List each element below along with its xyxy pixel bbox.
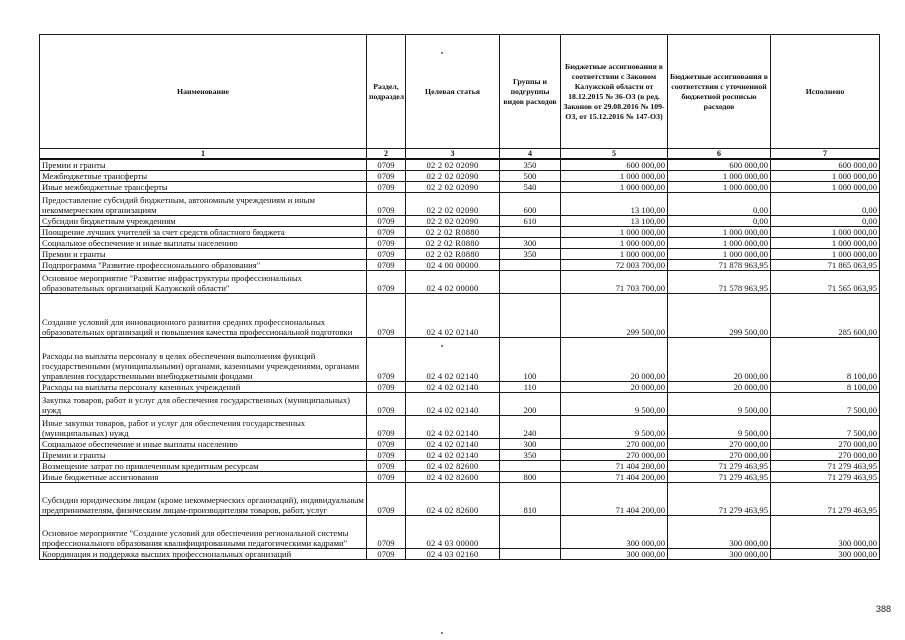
row-section: 0709 xyxy=(367,249,406,260)
budget-table-sheet xyxy=(39,34,879,560)
table-row xyxy=(40,182,880,193)
row-law-amount: 300 000,00 xyxy=(561,516,668,549)
row-refined-amount: 71 279 463,95 xyxy=(668,483,771,516)
row-name: Иные межбюджетные трансферты xyxy=(40,182,367,193)
header-executed: Исполнено xyxy=(771,35,880,149)
row-expense-group xyxy=(500,549,561,560)
row-refined-amount: 300 000,00 xyxy=(668,549,771,560)
row-name: Социальное обеспечение и иные выплаты населению xyxy=(40,238,367,249)
row-name: Возмещение затрат по привлеченным кредитным ресурсам xyxy=(40,461,367,472)
row-target-code: 02 2 02 02090 xyxy=(406,182,500,193)
row-target-code: 02 2 02 02090 xyxy=(406,216,500,227)
row-law-amount: 71 703 700,00 xyxy=(561,271,668,294)
row-name: Расходы на выплаты персоналу в целях обеспечения выполнения функций государственными (муниципальными) органами, казенными учреждениями, органами управления государственными внебюджетными фондами xyxy=(40,338,367,382)
row-law-amount: 300 000,00 xyxy=(561,549,668,560)
row-section: 0709 xyxy=(367,393,406,416)
row-refined-amount: 270 000,00 xyxy=(668,439,771,450)
table-row xyxy=(40,439,880,450)
row-refined-amount: 71 279 463,95 xyxy=(668,461,771,472)
column-number: 4 xyxy=(500,149,561,160)
row-refined-amount: 1 000 000,00 xyxy=(668,171,771,182)
row-executed-amount: 1 000 000,00 xyxy=(771,171,880,182)
row-refined-amount: 300 000,00 xyxy=(668,516,771,549)
row-law-amount: 9 500,00 xyxy=(561,416,668,439)
row-target-code: 02 4 00 00000 xyxy=(406,260,500,271)
row-law-amount: 13 100,00 xyxy=(561,216,668,227)
header-target-article: Целевая статья xyxy=(406,35,500,149)
row-refined-amount: 1 000 000,00 xyxy=(668,182,771,193)
table-row xyxy=(40,516,880,549)
row-target-code: 02 4 02 02140 xyxy=(406,338,500,382)
row-section: 0709 xyxy=(367,227,406,238)
page-number: 388 xyxy=(875,604,891,614)
row-refined-amount: 20 000,00 xyxy=(668,338,771,382)
table-row xyxy=(40,450,880,461)
row-target-code: 02 4 03 00000 xyxy=(406,516,500,549)
table-row xyxy=(40,271,880,294)
table-body xyxy=(40,159,880,560)
row-executed-amount: 71 279 463,95 xyxy=(771,483,880,516)
row-law-amount: 270 000,00 xyxy=(561,439,668,450)
row-target-code: 02 4 02 82600 xyxy=(406,483,500,516)
row-executed-amount: 8 100,00 xyxy=(771,338,880,382)
row-section: 0709 xyxy=(367,382,406,393)
row-executed-amount: 1 000 000,00 xyxy=(771,238,880,249)
row-expense-group: 240 xyxy=(500,416,561,439)
row-section: 0709 xyxy=(367,238,406,249)
row-refined-amount: 71 878 963,95 xyxy=(668,260,771,271)
row-name: Предоставление субсидий бюджетным, автономным учреждениям и иным некоммерческим организациям xyxy=(40,193,367,216)
row-refined-amount: 1 000 000,00 xyxy=(668,227,771,238)
row-executed-amount: 8 100,00 xyxy=(771,382,880,393)
row-refined-amount: 1 000 000,00 xyxy=(668,249,771,260)
row-refined-amount: 9 500,00 xyxy=(668,416,771,439)
row-section: 0709 xyxy=(367,472,406,483)
table-row xyxy=(40,472,880,483)
row-name: Основное мероприятие "Развитие инфраструктуры профессиональных образовательных организаций Калужской области" xyxy=(40,271,367,294)
row-refined-amount: 600 000,00 xyxy=(668,159,771,171)
row-expense-group: 200 xyxy=(500,393,561,416)
row-expense-group: 100 xyxy=(500,338,561,382)
column-number: 7 xyxy=(771,149,880,160)
row-executed-amount: 1 000 000,00 xyxy=(771,249,880,260)
row-executed-amount: 7 500,00 xyxy=(771,416,880,439)
row-target-code: 02 4 02 82600 xyxy=(406,461,500,472)
row-expense-group: 350 xyxy=(500,159,561,171)
row-executed-amount: 285 600,00 xyxy=(771,294,880,338)
row-name: Основное мероприятие "Создание условий для обеспечения региональной системы профессионального образования квалифицированными педагогическими кадрами" xyxy=(40,516,367,549)
row-executed-amount: 71 279 463,95 xyxy=(771,472,880,483)
scan-speck xyxy=(441,632,443,634)
row-expense-group: 810 xyxy=(500,483,561,516)
row-target-code: 02 2 02 R0880 xyxy=(406,249,500,260)
row-section: 0709 xyxy=(367,416,406,439)
header-refined-allocations: Бюджетные ассигнования в соответствии с уточненной бюджетной росписью расходов xyxy=(668,35,771,149)
row-expense-group: 300 xyxy=(500,439,561,450)
row-name: Создание условий для инновационного развития средних профессиональных образовательных организаций и повышения качества профессиональной подготовки xyxy=(40,294,367,338)
row-expense-group xyxy=(500,260,561,271)
row-refined-amount: 20 000,00 xyxy=(668,382,771,393)
row-target-code: 02 2 02 R0880 xyxy=(406,227,500,238)
table-row xyxy=(40,227,880,238)
row-law-amount: 1 000 000,00 xyxy=(561,249,668,260)
table-row xyxy=(40,483,880,516)
table-header xyxy=(40,35,880,160)
table-row xyxy=(40,338,880,382)
row-section: 0709 xyxy=(367,260,406,271)
column-number: 5 xyxy=(561,149,668,160)
row-target-code: 02 4 02 02140 xyxy=(406,416,500,439)
table-row xyxy=(40,171,880,182)
row-executed-amount: 300 000,00 xyxy=(771,516,880,549)
row-name: Социальное обеспечение и иные выплаты населению xyxy=(40,439,367,450)
row-law-amount: 1 000 000,00 xyxy=(561,182,668,193)
row-target-code: 02 4 03 02160 xyxy=(406,549,500,560)
row-expense-group xyxy=(500,461,561,472)
row-law-amount: 20 000,00 xyxy=(561,338,668,382)
budget-execution-table xyxy=(39,34,880,560)
column-number: 2 xyxy=(367,149,406,160)
table-row xyxy=(40,416,880,439)
row-refined-amount: 1 000 000,00 xyxy=(668,238,771,249)
row-section: 0709 xyxy=(367,159,406,171)
header-name: Наименование xyxy=(40,35,367,149)
row-executed-amount: 1 000 000,00 xyxy=(771,227,880,238)
row-target-code: 02 2 02 02090 xyxy=(406,193,500,216)
row-executed-amount: 71 279 463,95 xyxy=(771,461,880,472)
column-number: 3 xyxy=(406,149,500,160)
row-name: Иные бюджетные ассигнования xyxy=(40,472,367,483)
row-refined-amount: 0,00 xyxy=(668,193,771,216)
row-name: Иные закупки товаров, работ и услуг для обеспечения государственных (муниципальных) нужд xyxy=(40,416,367,439)
table-row xyxy=(40,260,880,271)
table-row xyxy=(40,393,880,416)
row-expense-group xyxy=(500,516,561,549)
row-section: 0709 xyxy=(367,439,406,450)
row-target-code: 02 2 02 02090 xyxy=(406,171,500,182)
row-name: Премии и гранты xyxy=(40,249,367,260)
row-section: 0709 xyxy=(367,271,406,294)
row-executed-amount: 600 000,00 xyxy=(771,159,880,171)
row-law-amount: 20 000,00 xyxy=(561,382,668,393)
row-name: Субсидии бюджетным учреждениям xyxy=(40,216,367,227)
row-section: 0709 xyxy=(367,182,406,193)
row-law-amount: 13 100,00 xyxy=(561,193,668,216)
row-section: 0709 xyxy=(367,193,406,216)
row-target-code: 02 4 02 02140 xyxy=(406,393,500,416)
row-expense-group: 110 xyxy=(500,382,561,393)
row-target-code: 02 4 02 02140 xyxy=(406,439,500,450)
row-target-code: 02 4 02 02140 xyxy=(406,382,500,393)
row-law-amount: 72 003 700,00 xyxy=(561,260,668,271)
row-refined-amount: 270 000,00 xyxy=(668,450,771,461)
table-row xyxy=(40,249,880,260)
table-row xyxy=(40,461,880,472)
row-expense-group: 540 xyxy=(500,182,561,193)
row-expense-group xyxy=(500,294,561,338)
table-row xyxy=(40,193,880,216)
row-target-code: 02 2 02 02090 xyxy=(406,159,500,171)
row-executed-amount: 71 865 063,95 xyxy=(771,260,880,271)
row-section: 0709 xyxy=(367,171,406,182)
row-law-amount: 1 000 000,00 xyxy=(561,238,668,249)
row-section: 0709 xyxy=(367,483,406,516)
row-name: Премии и гранты xyxy=(40,450,367,461)
row-name: Закупка товаров, работ и услуг для обеспечения государственных (муниципальных) нужд xyxy=(40,393,367,416)
row-refined-amount: 0,00 xyxy=(668,216,771,227)
row-executed-amount: 300 000,00 xyxy=(771,549,880,560)
row-section: 0709 xyxy=(367,294,406,338)
row-law-amount: 1 000 000,00 xyxy=(561,227,668,238)
row-refined-amount: 9 500,00 xyxy=(668,393,771,416)
row-name: Подпрограмма "Развитие профессионального образования" xyxy=(40,260,367,271)
row-name: Координация и поддержка высших профессиональных организаций xyxy=(40,549,367,560)
row-refined-amount: 71 279 463,95 xyxy=(668,472,771,483)
row-section: 0709 xyxy=(367,461,406,472)
row-law-amount: 9 500,00 xyxy=(561,393,668,416)
row-executed-amount: 71 565 063,95 xyxy=(771,271,880,294)
row-expense-group: 300 xyxy=(500,238,561,249)
row-target-code: 02 4 02 82600 xyxy=(406,472,500,483)
column-number: 1 xyxy=(40,149,367,160)
row-expense-group xyxy=(500,271,561,294)
table-row xyxy=(40,549,880,560)
row-expense-group: 500 xyxy=(500,171,561,182)
row-section: 0709 xyxy=(367,450,406,461)
row-expense-group xyxy=(500,227,561,238)
row-executed-amount: 270 000,00 xyxy=(771,450,880,461)
row-refined-amount: 71 578 963,95 xyxy=(668,271,771,294)
row-executed-amount: 1 000 000,00 xyxy=(771,182,880,193)
row-law-amount: 71 404 200,00 xyxy=(561,461,668,472)
table-row xyxy=(40,294,880,338)
row-executed-amount: 0,00 xyxy=(771,193,880,216)
header-law-allocations: Бюджетные ассигнования в соответствии с Законом Калужской области от 18.12.2015 № 36-ОЗ (в ред. Законов от 29.08.2016 № 109-ОЗ, от 15.12.2016 № 147-ОЗ) xyxy=(561,35,668,149)
row-expense-group: 350 xyxy=(500,249,561,260)
row-expense-group: 610 xyxy=(500,216,561,227)
row-law-amount: 1 000 000,00 xyxy=(561,171,668,182)
table-row xyxy=(40,216,880,227)
row-expense-group: 350 xyxy=(500,450,561,461)
row-executed-amount: 0,00 xyxy=(771,216,880,227)
row-target-code: 02 4 02 02140 xyxy=(406,294,500,338)
row-executed-amount: 270 000,00 xyxy=(771,439,880,450)
row-expense-group: 600 xyxy=(500,193,561,216)
row-expense-group: 800 xyxy=(500,472,561,483)
table-row xyxy=(40,382,880,393)
row-law-amount: 71 404 200,00 xyxy=(561,483,668,516)
row-target-code: 02 4 02 00000 xyxy=(406,271,500,294)
row-name: Расходы на выплаты персоналу казенных учреждений xyxy=(40,382,367,393)
row-section: 0709 xyxy=(367,338,406,382)
row-section: 0709 xyxy=(367,216,406,227)
row-law-amount: 71 404 200,00 xyxy=(561,472,668,483)
row-name: Премии и гранты xyxy=(40,159,367,171)
column-number: 6 xyxy=(668,149,771,160)
row-law-amount: 600 000,00 xyxy=(561,159,668,171)
table-row xyxy=(40,238,880,249)
table-row xyxy=(40,159,880,171)
row-section: 0709 xyxy=(367,549,406,560)
row-law-amount: 299 500,00 xyxy=(561,294,668,338)
row-section: 0709 xyxy=(367,516,406,549)
header-section: Раздел, подраздел xyxy=(367,35,406,149)
header-expense-group: Группы и подгруппы видов расходов xyxy=(500,35,561,149)
row-name: Субсидии юридическим лицам (кроме некоммерческих организаций), индивидуальным предпринимателям, физическим лицам-производителям товаров, работ, услуг xyxy=(40,483,367,516)
row-name: Межбюджетные трансферты xyxy=(40,171,367,182)
row-refined-amount: 299 500,00 xyxy=(668,294,771,338)
scan-speck xyxy=(441,52,443,54)
row-target-code: 02 4 02 02140 xyxy=(406,450,500,461)
scan-speck xyxy=(441,345,443,347)
row-name: Поощрение лучших учителей за счет средств областного бюджета xyxy=(40,227,367,238)
row-target-code: 02 2 02 R0880 xyxy=(406,238,500,249)
row-executed-amount: 7 500,00 xyxy=(771,393,880,416)
row-law-amount: 270 000,00 xyxy=(561,450,668,461)
